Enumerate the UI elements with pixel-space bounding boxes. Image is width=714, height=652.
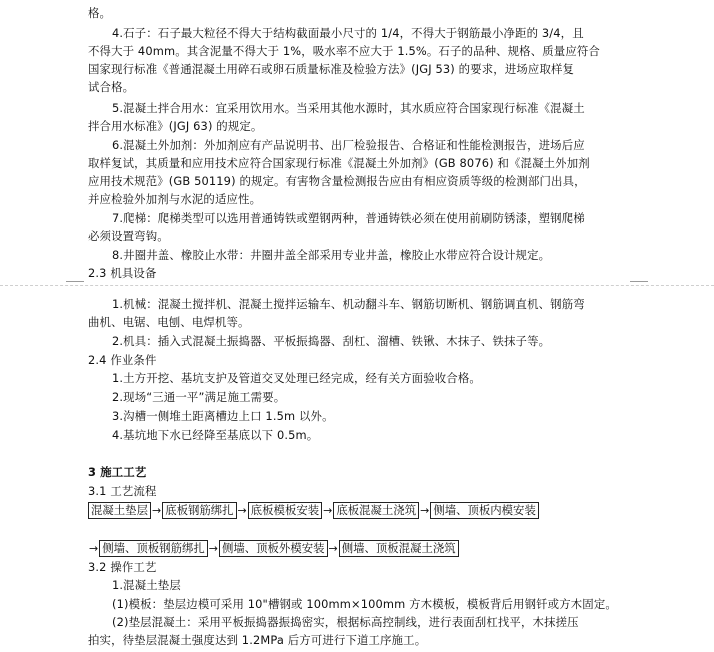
page-corner-mark	[66, 281, 84, 288]
text-line: 4.石子：石子最大粒径不得大于结构截面最小尺寸的 1/4，不得大于钢筋最小净距的 3/4，且	[112, 26, 584, 40]
page-break-divider	[0, 285, 714, 286]
arrow-right-icon: →	[328, 542, 338, 555]
flow-step: 底板混凝土浇筑	[333, 502, 419, 519]
section-heading-2-4: 2.4 作业条件	[88, 353, 157, 367]
text-line: 3.沟槽一侧堆土距离槽边上口 1.5m 以外。	[112, 409, 334, 423]
text-line: 2.现场“三通一平”满足施工需要。	[112, 390, 286, 404]
text-line: 不得大于 40mm。其含泥量不得大于 1%，吸水率不应大于 1.5%。石子的品种、规格、质量应符合	[88, 44, 600, 58]
arrow-right-icon: →	[323, 504, 333, 517]
text-line: 6.混凝土外加剂：外加剂应有产品说明书、出厂检验报告、合格证和性能检测报告，进场后应	[112, 138, 585, 152]
arrow-right-icon: →	[151, 504, 162, 517]
section-heading-3-1: 3.1 工艺流程	[88, 484, 157, 498]
text-line: 应用技术规范》(GB 50119) 的规定。有害物含量检测报告应由有相应资质等级的检测部门出具，	[88, 174, 586, 188]
flow-step: 底板钢筋绑扎	[162, 502, 236, 519]
text-line: 1.混凝土垫层	[112, 578, 181, 592]
text-line: (1)模板：垫层边模可采用 10"槽钢或 100mm×100mm 方木模板，模板背后用钢钎或方木固定。	[112, 597, 617, 611]
flow-step: 底板模板安装	[248, 502, 322, 519]
text-line: 8.井圈井盖、橡胶止水带：井圈井盖全部采用专业井盖，橡胶止水带应符合设计规定。	[112, 248, 551, 262]
section-heading-3-2: 3.2 操作工艺	[88, 560, 157, 574]
text-line: 拌合用水标准》(JGJ 63) 的规定。	[88, 119, 263, 133]
flow-step: 侧墙、顶板钢筋绑扎	[99, 540, 208, 557]
page-corner-mark	[630, 281, 648, 288]
text-line: 曲机、电锯、电刨、电焊机等。	[88, 315, 250, 329]
text-line: 取样复试，其质量和应用技术应符合国家现行标准《混凝土外加剂》(GB 8076) 和《混凝土外加剂	[88, 156, 590, 170]
text-line: 并应检验外加剂与水泥的适应性。	[88, 192, 262, 206]
text-line: 5.混凝土拌合用水：宜采用饮用水。当采用其他水源时，其水质应符合国家现行标准《混凝土	[112, 101, 585, 115]
text-line: 试合格。	[88, 80, 135, 94]
text-line: 必须设置弯钩。	[88, 229, 169, 243]
text-line: 拍实，待垫层混凝土强度达到 1.2MPa 后方可进行下道工序施工。	[88, 633, 427, 647]
arrow-right-icon: →	[420, 504, 430, 517]
arrow-right-icon: →	[237, 504, 247, 517]
flow-step: 侧墙、顶板内模安装	[430, 502, 539, 519]
text-line: 格。	[88, 6, 112, 20]
text-line: 4.基坑地下水已经降至基底以下 0.5m。	[112, 428, 319, 442]
section-heading-3: 3 施工工艺	[88, 465, 147, 479]
process-flow-row-1	[88, 502, 539, 519]
text-line: 1.机械：混凝土搅拌机、混凝土搅拌运输车、机动翻斗车、钢筋切断机、钢筋调直机、钢筋弯	[112, 297, 585, 311]
text-line: 1.土方开挖、基坑支护及管道交叉处理已经完成，经有关方面验收合格。	[112, 371, 481, 385]
flow-step: 侧墙、顶板混凝土浇筑	[339, 540, 459, 557]
flow-step: 混凝土垫层	[88, 502, 151, 519]
text-line: 2.机具：插入式混凝土振捣器、平板振捣器、刮杠、溜槽、铁锹、木抹子、铁抹子等。	[112, 334, 551, 348]
arrow-right-icon: →	[208, 542, 218, 555]
text-line: 国家现行标准《普通混凝土用碎石或卵石质量标准及检验方法》(JGJ 53) 的要求，进场应取样复	[88, 62, 575, 76]
text-line: (2)垫层混凝土：采用平板振捣器振捣密实，根据标高控制线，进行表面刮杠找平，木抹搓压	[112, 615, 579, 629]
text-line: 7.爬梯：爬梯类型可以选用普通铸铁或塑钢两种，普通铸铁必须在使用前刷防锈漆，塑钢爬梯	[112, 211, 585, 225]
section-heading-2-3: 2.3 机具设备	[88, 266, 157, 280]
process-flow-row-2	[88, 540, 459, 557]
arrow-right-icon: →	[89, 542, 99, 555]
flow-step: 侧墙、顶板外模安装	[219, 540, 328, 557]
